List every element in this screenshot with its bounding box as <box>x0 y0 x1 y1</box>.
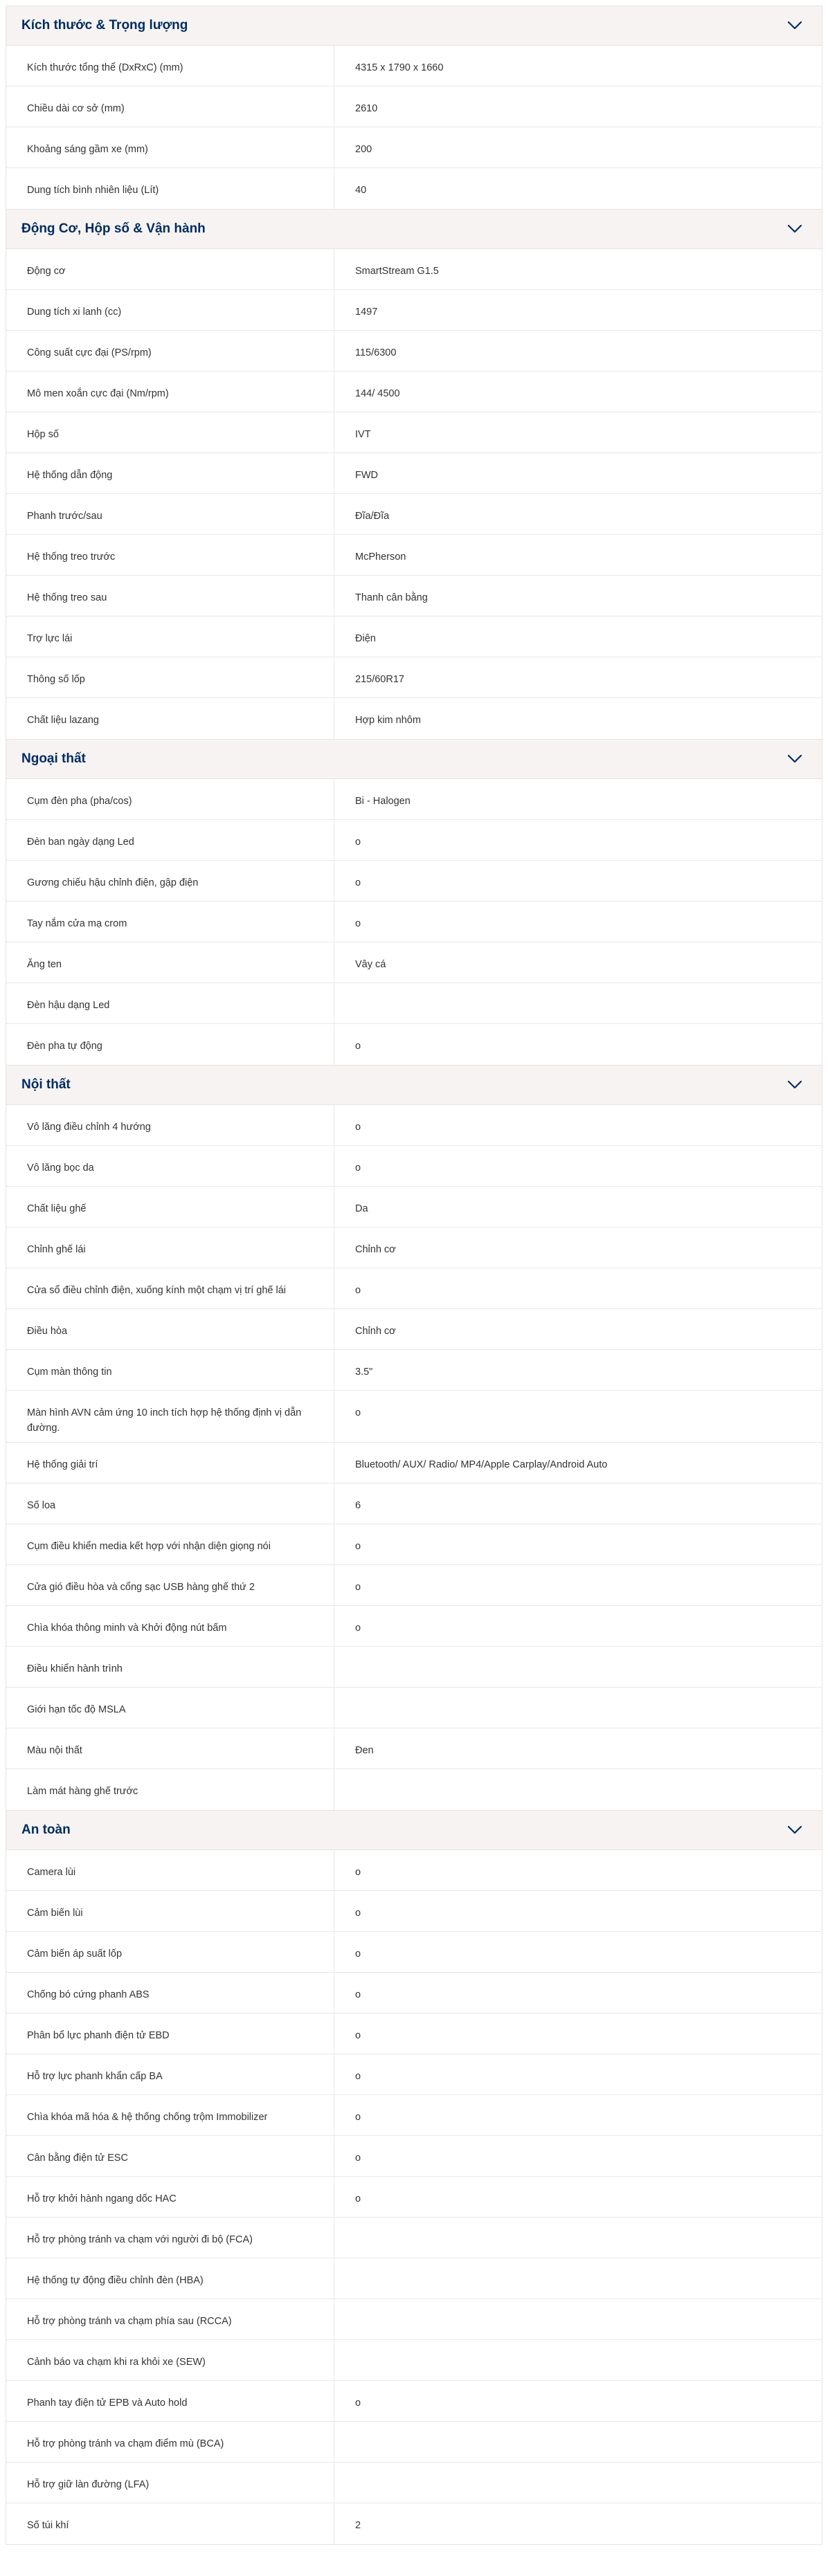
table-row <box>6 1973 822 2013</box>
spec-label: Vô lăng điều chỉnh 4 hướng <box>6 1105 334 1145</box>
table-row <box>6 820 822 861</box>
table-row <box>6 2136 822 2177</box>
spec-value: o <box>355 2112 361 2123</box>
spec-label: Màu nội thất <box>6 1728 334 1769</box>
spec-value: McPherson <box>355 551 406 563</box>
spec-label: Điều khiển hành trình <box>6 1647 334 1687</box>
spec-value: o <box>355 1623 361 1634</box>
table-row <box>6 2013 822 2054</box>
table-row <box>6 1309 822 1350</box>
spec-label: Làm mát hàng ghế trước <box>6 1769 334 1810</box>
table-row <box>6 249 822 290</box>
spec-label: Trợ lực lái <box>6 616 334 657</box>
spec-label: Hỗ trợ khởi hành ngang dốc HAC <box>6 2177 334 2217</box>
table-row <box>6 942 822 983</box>
spec-value <box>334 1688 822 1728</box>
table-row <box>6 1932 822 1973</box>
table-row <box>6 1227 822 1268</box>
spec-label: Chiều dài cơ sở (mm) <box>6 86 334 127</box>
spec-value: o <box>355 1162 361 1173</box>
table-row <box>6 290 822 331</box>
table-row <box>6 698 822 739</box>
spec-label: Hỗ trợ phòng tránh va chạm điểm mù (BCA) <box>6 2422 334 2462</box>
spec-label: Giới hạn tốc độ MSLA <box>6 1688 334 1728</box>
spec-value: Điện <box>355 633 376 644</box>
spec-value: o <box>355 1582 361 1593</box>
spec-value <box>334 1647 822 1687</box>
table-row <box>6 46 822 86</box>
spec-label: Hộp số <box>6 412 334 453</box>
spec-label: Hệ thống dẫn động <box>6 453 334 493</box>
spec-label: Cửa sổ điều chỉnh điện, xuống kính một chạm vị trí ghế lái <box>6 1268 334 1308</box>
table-row <box>6 1268 822 1309</box>
spec-section-kich-thuoc-trong-luong <box>6 6 822 209</box>
spec-label: Ăng ten <box>6 942 334 983</box>
table-row <box>6 1606 822 1647</box>
spec-value: Đen <box>355 1745 374 1756</box>
spec-value: o <box>355 918 361 929</box>
spec-label: Màn hình AVN cảm ứng 10 inch tích hợp hệ thống định vị dẫn đường. <box>6 1391 334 1442</box>
table-row <box>6 1024 822 1065</box>
table-row <box>6 412 822 453</box>
table-row <box>6 861 822 902</box>
chevron-down-icon[interactable] <box>786 220 804 238</box>
spec-label: Đèn ban ngày dạng Led <box>6 820 334 860</box>
spec-value: Da <box>355 1203 368 1214</box>
section-header-toggle[interactable] <box>6 209 822 249</box>
table-row <box>6 1350 822 1391</box>
spec-value: 3.5" <box>355 1367 373 1378</box>
spec-value: Đĩa/Đĩa <box>355 511 390 522</box>
spec-value: 215/60R17 <box>355 674 404 685</box>
spec-label: Hệ thống giải trí <box>6 1443 334 1483</box>
section-header-toggle[interactable] <box>6 739 822 779</box>
spec-section-an-toan <box>6 1810 822 2544</box>
table-row <box>6 372 822 412</box>
spec-label: Hệ thống treo sau <box>6 576 334 616</box>
spec-label: Phanh tay điện tử EPB và Auto hold <box>6 2381 334 2421</box>
spec-label: Điều hòa <box>6 1309 334 1349</box>
table-row <box>6 2381 822 2422</box>
spec-label: Chỉnh ghế lái <box>6 1227 334 1268</box>
spec-value: o <box>355 2030 361 2041</box>
spec-value <box>334 2258 822 2299</box>
spec-label: Hệ thống tự động điều chỉnh đèn (HBA) <box>6 2258 334 2299</box>
section-title: Kích thước & Trọng lượng <box>21 18 188 33</box>
spec-label: Đèn pha tự động <box>6 1024 334 1065</box>
table-row <box>6 2095 822 2136</box>
spec-section-noi-that <box>6 1065 822 1810</box>
section-header-toggle[interactable] <box>6 1065 822 1105</box>
spec-value: 115/6300 <box>355 347 397 358</box>
table-row <box>6 902 822 942</box>
spec-label: Hỗ trợ phòng tránh va chạm phía sau (RCCA) <box>6 2299 334 2339</box>
chevron-down-icon[interactable] <box>786 1076 804 1094</box>
spec-value: o <box>355 1041 361 1052</box>
spec-label: Cụm đèn pha (pha/cos) <box>6 779 334 819</box>
section-title: An toàn <box>21 1823 71 1837</box>
spec-value: o <box>355 1285 361 1296</box>
table-row <box>6 1483 822 1524</box>
table-row <box>6 1728 822 1769</box>
table-row <box>6 1565 822 1606</box>
table-row <box>6 2422 822 2463</box>
table-row <box>6 576 822 616</box>
section-title: Nội thất <box>21 1077 71 1092</box>
spec-value: o <box>355 1989 361 2000</box>
table-row <box>6 2054 822 2095</box>
spec-label: Gương chiếu hậu chỉnh điện, gập điện <box>6 861 334 901</box>
chevron-down-icon[interactable] <box>786 1821 804 1839</box>
spec-value: o <box>355 1407 361 1418</box>
spec-value <box>334 2340 822 2380</box>
spec-label: Chìa khóa thông minh và Khởi động nút bấm <box>6 1606 334 1646</box>
table-row <box>6 1647 822 1688</box>
section-header-toggle[interactable] <box>6 6 822 46</box>
section-header-toggle[interactable] <box>6 1810 822 1850</box>
spec-value: Chỉnh cơ <box>355 1244 396 1255</box>
spec-label: Cảm biến lùi <box>6 1891 334 1931</box>
spec-value: Bi - Halogen <box>355 796 411 807</box>
spec-value: 4315 x 1790 x 1660 <box>355 62 444 73</box>
spec-label: Tay nắm cửa mạ crom <box>6 902 334 942</box>
table-row <box>6 494 822 535</box>
spec-value <box>334 2463 822 2503</box>
table-row <box>6 1105 822 1146</box>
spec-value: 200 <box>355 144 372 155</box>
table-row <box>6 1688 822 1728</box>
spec-value <box>334 1769 822 1810</box>
spec-label: Đèn hậu dạng Led <box>6 983 334 1023</box>
spec-label: Hệ thống treo trước <box>6 535 334 575</box>
spec-value: o <box>355 1867 361 1878</box>
spec-value: o <box>355 877 361 888</box>
table-row <box>6 616 822 657</box>
spec-label: Số túi khí <box>6 2503 334 2544</box>
table-row <box>6 168 822 209</box>
spec-value: 40 <box>355 185 367 196</box>
spec-label: Cụm màn thông tin <box>6 1350 334 1390</box>
spec-value: 2 <box>355 2520 361 2531</box>
spec-value: o <box>355 2071 361 2082</box>
spec-label: Chất liệu lazang <box>6 698 334 739</box>
spec-label: Cảnh báo va chạm khi ra khỏi xe (SEW) <box>6 2340 334 2380</box>
spec-label: Phanh trước/sau <box>6 494 334 534</box>
table-row <box>6 331 822 372</box>
spec-value: o <box>355 1908 361 1919</box>
spec-value: o <box>355 2193 361 2204</box>
table-row <box>6 1524 822 1565</box>
spec-table <box>6 6 822 2545</box>
table-row <box>6 2299 822 2340</box>
spec-label: Vô lăng bọc da <box>6 1146 334 1186</box>
spec-label: Phân bổ lực phanh điện tử EBD <box>6 2013 334 2054</box>
table-row <box>6 2218 822 2258</box>
spec-value: o <box>355 2153 361 2164</box>
spec-value: SmartStream G1.5 <box>355 266 439 277</box>
spec-label: Cửa gió điều hòa và cổng sạc USB hàng ghế thứ 2 <box>6 1565 334 1605</box>
spec-value: Hợp kim nhôm <box>355 715 421 726</box>
section-title: Động Cơ, Hộp số & Vận hành <box>21 221 206 236</box>
spec-value: o <box>355 1122 361 1133</box>
table-row <box>6 453 822 494</box>
table-row <box>6 983 822 1024</box>
spec-value <box>334 2299 822 2339</box>
spec-value: IVT <box>355 429 371 440</box>
spec-section-ngoai-that <box>6 739 822 1065</box>
spec-label: Camera lùi <box>6 1850 334 1890</box>
spec-value <box>334 2422 822 2462</box>
spec-label: Số loa <box>6 1483 334 1524</box>
spec-label: Công suất cực đại (PS/rpm) <box>6 331 334 371</box>
table-row <box>6 1391 822 1443</box>
table-row <box>6 1146 822 1187</box>
spec-label: Kích thước tổng thể (DxRxC) (mm) <box>6 46 334 86</box>
table-row <box>6 2177 822 2218</box>
table-row <box>6 2463 822 2503</box>
table-row <box>6 1187 822 1227</box>
spec-label: Mô men xoắn cực đại (Nm/rpm) <box>6 372 334 412</box>
table-row <box>6 2503 822 2544</box>
spec-label: Cụm điều khiển media kết hợp với nhận diện giọng nói <box>6 1524 334 1564</box>
spec-section-dong-co-hop-so-van-hanh <box>6 209 822 739</box>
table-row <box>6 1769 822 1810</box>
spec-value: o <box>355 1541 361 1552</box>
spec-label: Dung tích bình nhiên liệu (Lít) <box>6 168 334 209</box>
section-title: Ngoại thất <box>21 751 86 766</box>
table-row <box>6 1850 822 1891</box>
table-row <box>6 779 822 820</box>
spec-value <box>334 2218 822 2258</box>
spec-value: Vây cá <box>355 959 386 970</box>
spec-label: Hỗ trợ giữ làn đường (LFA) <box>6 2463 334 2503</box>
spec-value: o <box>355 1948 361 1960</box>
spec-value: 1497 <box>355 307 378 318</box>
spec-label: Động cơ <box>6 249 334 289</box>
table-row <box>6 127 822 168</box>
spec-value: 2610 <box>355 103 378 114</box>
table-row <box>6 1443 822 1483</box>
spec-label: Cảm biến áp suất lốp <box>6 1932 334 1972</box>
spec-value: 144/ 4500 <box>355 388 400 399</box>
spec-value: FWD <box>355 470 379 481</box>
spec-label: Chất liệu ghế <box>6 1187 334 1227</box>
spec-label: Chìa khóa mã hóa & hệ thống chống trộm Immobilizer <box>6 2095 334 2135</box>
spec-label: Chống bó cứng phanh ABS <box>6 1973 334 2013</box>
spec-value: Bluetooth/ AUX/ Radio/ MP4/Apple Carplay/Android Auto <box>355 1459 608 1470</box>
spec-label: Dung tích xi lanh (cc) <box>6 290 334 330</box>
spec-label: Khoảng sáng gầm xe (mm) <box>6 127 334 167</box>
table-row <box>6 1891 822 1932</box>
spec-value: Chỉnh cơ <box>355 1326 396 1337</box>
table-row <box>6 657 822 698</box>
spec-value: Thanh cân bằng <box>355 592 428 603</box>
spec-label: Thông số lốp <box>6 657 334 697</box>
spec-label: Hỗ trợ phòng tránh va chạm với người đi bộ (FCA) <box>6 2218 334 2258</box>
table-row <box>6 535 822 576</box>
table-row <box>6 86 822 127</box>
table-row <box>6 2258 822 2299</box>
spec-value: o <box>355 837 361 848</box>
chevron-down-icon[interactable] <box>786 17 804 35</box>
chevron-down-icon[interactable] <box>786 750 804 768</box>
spec-label: Hỗ trợ lực phanh khẩn cấp BA <box>6 2054 334 2094</box>
table-row <box>6 2340 822 2381</box>
spec-value: 6 <box>355 1500 361 1511</box>
spec-value: o <box>355 2397 361 2409</box>
spec-label: Cân bằng điện tử ESC <box>6 2136 334 2176</box>
spec-value <box>334 983 822 1023</box>
